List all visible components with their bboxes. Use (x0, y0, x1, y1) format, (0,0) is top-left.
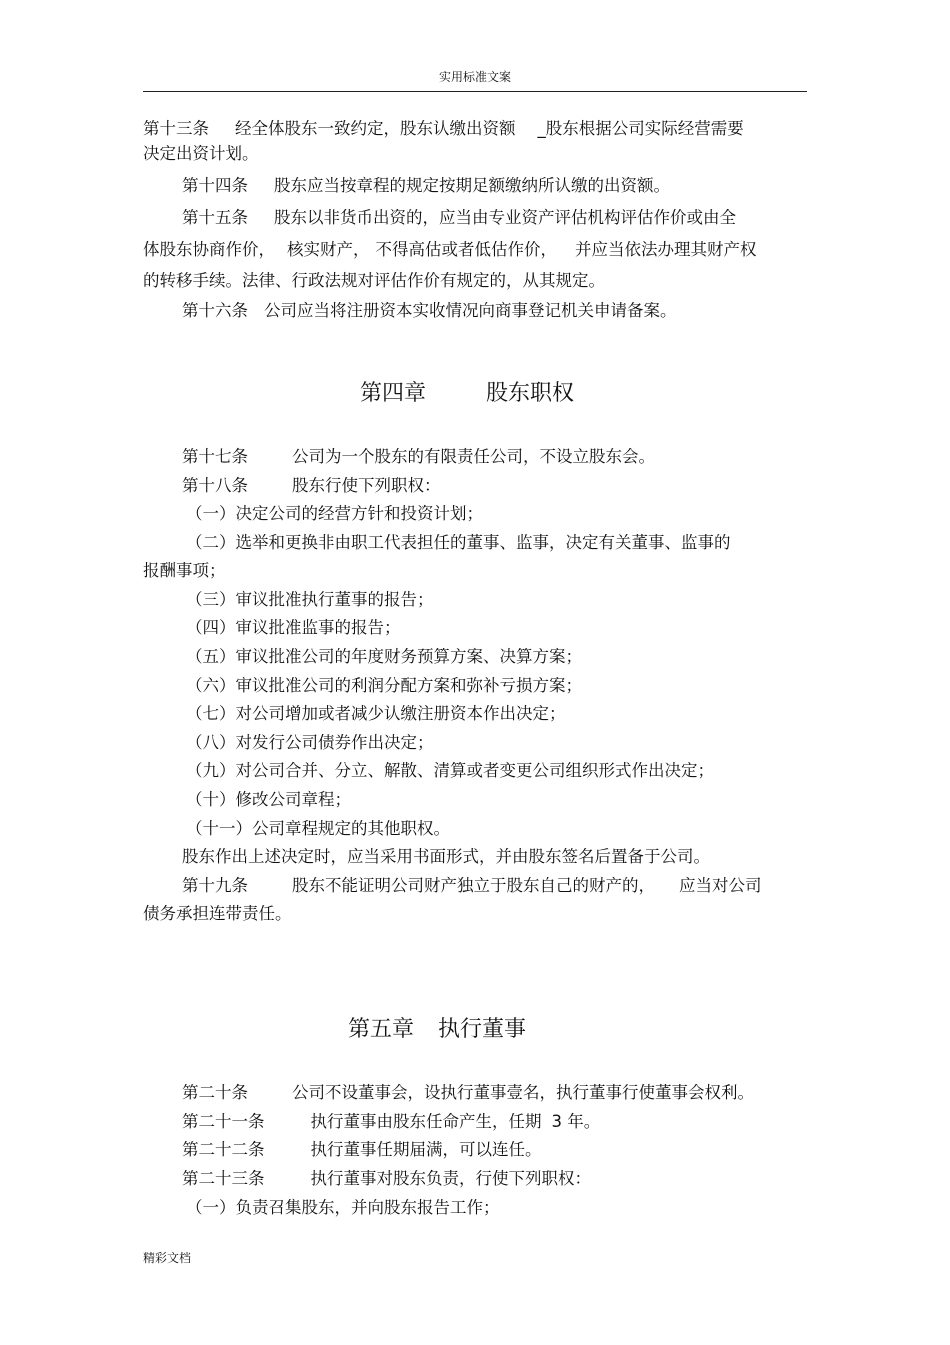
power-item: （六）审议批准公司的利润分配方案和弥补亏损方案； (186, 676, 582, 695)
article-15 (182, 207, 736, 229)
power-item: （八）对发行公司债券作出决定； (186, 733, 434, 752)
article-21-term: 3 年。 (551, 1112, 601, 1131)
article-15-label: 第十五条 (182, 208, 248, 227)
article-22 (182, 1139, 542, 1161)
article-20 (182, 1082, 754, 1104)
article-15-cont-1c: 不得高估或者低估作价， (375, 240, 557, 259)
header-rule (143, 91, 807, 92)
article-19-label: 第十九条 (182, 876, 248, 895)
article-15-cont-1d: 并应当依法办理其财产权 (575, 240, 757, 259)
article-13-label: 第十三条 (143, 119, 209, 138)
article-15-text: 股东以非货币出资的，应当由专业资产评估机构评估作价或由全 (274, 208, 736, 227)
article-16-text: 公司应当将注册资本实收情况向商事登记机关申请备案。 (264, 301, 677, 320)
power-item: （七）对公司增加或者减少认缴注册资本作出决定； (186, 704, 566, 723)
article-14 (182, 175, 670, 197)
power-item: （四）审议批准监事的报告； (186, 618, 401, 637)
article-17-text: 公司为一个股东的有限责任公司，不设立股东会。 (292, 447, 655, 466)
power-item: （一）决定公司的经营方针和投资计划； (186, 504, 483, 523)
power-item: （五）审议批准公司的年度财务预算方案、决算方案； (186, 647, 582, 666)
article-21-text: 执行董事由股东任命产生，任期 (310, 1112, 542, 1131)
power-item: （十）修改公司章程； (186, 790, 351, 809)
page-footer: 精彩文档 (143, 1251, 192, 1265)
article-13-text-a: 经全体股东一致约定，股东认缴出资额 (235, 119, 516, 138)
power-item: （二）选举和更换非由职工代表担任的董事、监事，决定有关董事、监事的 (186, 533, 731, 552)
article-14-label: 第十四条 (182, 176, 248, 195)
article-20-text: 公司不设董事会，设执行董事壹名，执行董事行使董事会权利。 (292, 1083, 754, 1102)
article-15-cont-1 (143, 239, 757, 261)
article-13 (143, 118, 744, 140)
duty-item: （一）负责召集股东，并向股东报告工作； (186, 1198, 500, 1217)
article-17 (182, 446, 655, 468)
article-22-text: 执行董事任期届满，可以连任。 (310, 1140, 542, 1159)
chapter-4-heading (360, 380, 574, 408)
article-22-label: 第二十二条 (182, 1140, 265, 1159)
power-item: （三）审议批准执行董事的报告； (186, 590, 434, 609)
power-item-cont: 报酬事项； (143, 561, 226, 580)
article-16 (182, 300, 677, 322)
article-13-text-b: _股东根据公司实际经营需要 (537, 119, 744, 138)
article-18 (182, 475, 441, 497)
chapter-5-number: 第五章 (348, 1017, 415, 1042)
article-14-text: 股东应当按章程的规定按期足额缴纳所认缴的出资额。 (274, 176, 670, 195)
shareholder-decision: 股东作出上述决定时，应当采用书面形式，并由股东签名后置备于公司。 (182, 847, 710, 866)
article-15-cont-2: 的转移手续。法律、行政法规对评估作价有规定的，从其规定。 (143, 271, 605, 290)
power-item: （十一）公司章程规定的其他职权。 (186, 819, 450, 838)
article-19 (182, 875, 762, 897)
chapter-4-title: 股东职权 (486, 381, 575, 406)
article-19-text-a: 股东不能证明公司财产独立于股东自己的财产的， (292, 876, 655, 895)
chapter-4-number: 第四章 (360, 381, 427, 406)
article-18-label: 第十八条 (182, 476, 248, 495)
article-20-label: 第二十条 (182, 1083, 248, 1102)
chapter-5-heading (348, 1016, 526, 1044)
article-16-label: 第十六条 (182, 301, 248, 320)
article-19-text-b: 应当对公司 (679, 876, 762, 895)
article-13-cont: 决定出资计划。 (143, 144, 259, 163)
page-header: 实用标准文案 (438, 70, 511, 84)
article-15-cont-1a: 体股东协商作价， (143, 240, 275, 259)
article-17-label: 第十七条 (182, 447, 248, 466)
article-23-text: 执行董事对股东负责，行使下列职权： (310, 1169, 591, 1188)
article-15-cont-1b: 核实财产， (287, 240, 370, 259)
power-item: （九）对公司合并、分立、解散、清算或者变更公司组织形式作出决定； (186, 761, 714, 780)
article-18-text: 股东行使下列职权： (292, 476, 441, 495)
article-23-label: 第二十三条 (182, 1169, 265, 1188)
article-19-cont: 债务承担连带责任。 (143, 904, 292, 923)
chapter-5-title: 执行董事 (438, 1017, 527, 1042)
article-23 (182, 1168, 591, 1190)
article-21-label: 第二十一条 (182, 1112, 265, 1131)
article-21 (182, 1111, 600, 1133)
